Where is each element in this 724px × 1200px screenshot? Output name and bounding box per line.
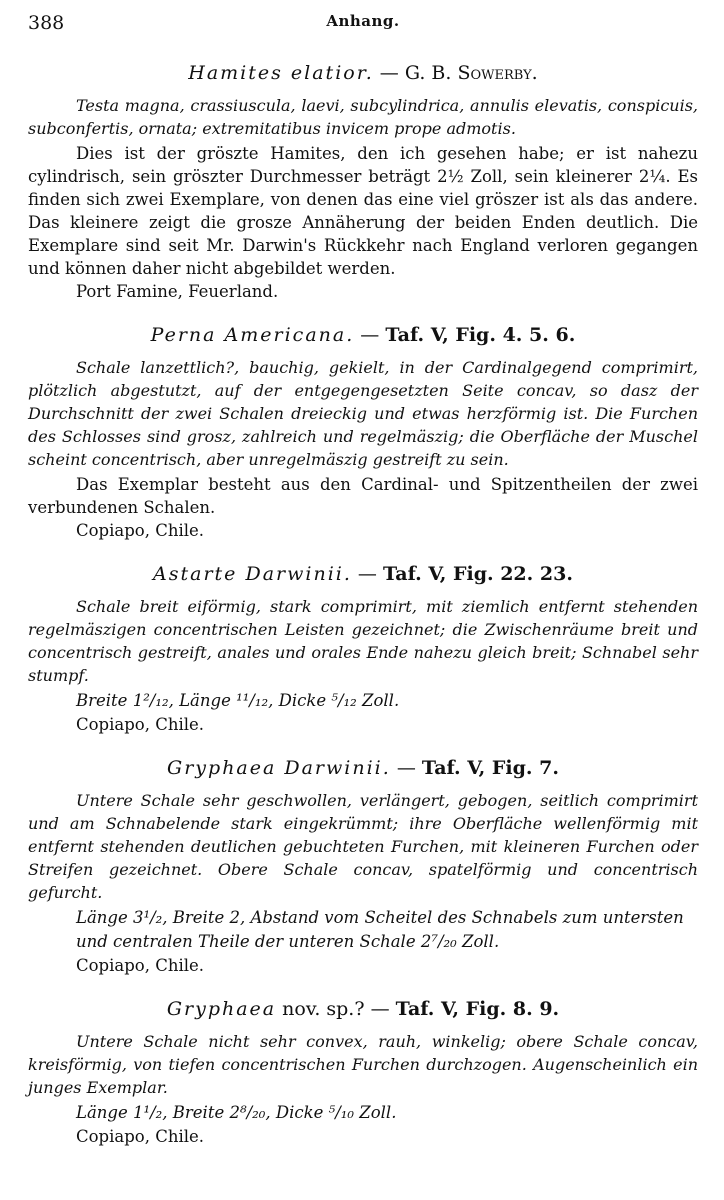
description-text: Dies ist der gröszte Hamites, den ich gesehen habe; er ist nahezu cylindrisch, sein gröszter Durchmesser beträgt 2½ Zoll, sein kleinerer 2¼. Es finden sich zwei Exemplare, von denen das eine viel gröszer ist als das andere. Das kleinere zeigt die grosze Annäherung der beiden Enden deutlich. Die Exemplare sind seit Mr. Darwin's Rückkehr nach England verloren gegangen und können daher nicht abgebildet werden. [28, 144, 698, 278]
diagnosis: Schale lanzettlich?, bauchig, gekielt, in der Cardinalgegend comprimirt, plötzlich abgestutzt, auf der entgegengesetzten Seite concav, so dasz der Durchschnitt der zwei Schalen dreieckig und etwas herzförmig ist. Die Furchen des Schlosses sind grosz, zahlreich und regelmäszig; die Oberfläche der Muschel scheint concentrisch, aber unregelmäszig gestreift zu sein. [28, 358, 698, 469]
plate-reference: Taf. V, Fig. 22. 23. [382, 563, 573, 585]
description-text: Das Exemplar besteht aus den Cardinal- und Spitzentheilen der zwei verbundenen Schalen. [28, 475, 698, 517]
measurements: Länge 1¹/₂, Breite 2⁸/₂₀, Dicke ⁵/₁₀ Zoll. [76, 1103, 397, 1122]
species-title [28, 60, 698, 86]
locality: Port Famine, Feuerland. [76, 282, 279, 301]
diagnosis: Schale breit eiförmig, stark comprimirt, mit ziemlich entfernt stehenden regelmäszigen concentrischen Leisten gezeichnet; die Zwischenräume breit und concentrisch gestreift, anales und orales Ende nahezu gleich breit; Schnabel sehr stumpf. [28, 597, 698, 685]
species-title [28, 755, 698, 781]
plate-reference: Taf. V, Fig. 8. 9. [395, 998, 560, 1020]
species-title [28, 996, 698, 1022]
species-entry-perna-americana [28, 322, 698, 543]
species-entry-gryphaea-darwinii [28, 755, 698, 978]
locality: Copiapo, Chile. [76, 715, 205, 734]
locality: Copiapo, Chile. [76, 1127, 205, 1146]
measurements: Länge 3¹/₂, Breite 2, Abstand vom Scheitel des Schnabels zum untersten und centralen Theile der unteren Schale 2⁷/₂₀ Zoll. [76, 908, 684, 951]
diagnosis: Untere Schale sehr geschwollen, verlängert, gebogen, seitlich comprimirt und am Schnabelende stark eingekrümmt; ihre Oberfläche wellenförmig mit entfernt stehenden deutlichen gebuchteten Furchen, mit kleineren Furchen oder Streifen gezeichnet. Obere Schale concav, spatelförmig und concentrisch gefurcht. [28, 791, 698, 902]
species-name: Hamites elatior. [188, 62, 374, 84]
species-entry-gryphaea-nov-sp [28, 996, 698, 1149]
title-separator: — [351, 563, 383, 585]
page-header [28, 6, 698, 42]
title-separator: — [354, 324, 386, 346]
species-entry-astarte-darwinii [28, 561, 698, 737]
title-separator: — [390, 757, 422, 779]
latin-diagnosis: Testa magna, crassiuscula, laevi, subcylindrica, annulis elevatis, conspicuis, subconfertis, ornata; extremitatibus invicem prope admotis. [28, 96, 698, 138]
running-head: Anhang. [326, 12, 400, 30]
species-name: Gryphaea Darwinii. [167, 757, 391, 779]
page-number: 388 [28, 12, 65, 34]
plate-reference: Taf. V, Fig. 4. 5. 6. [385, 324, 576, 346]
species-entry-hamites-elatior [28, 60, 698, 304]
title-separator: — [373, 62, 405, 84]
species-author: G. B. Sowerby. [404, 62, 538, 84]
species-name: Perna Americana. [150, 324, 355, 346]
species-title [28, 561, 698, 587]
title-separator: — [364, 998, 396, 1020]
species-title [28, 322, 698, 348]
locality: Copiapo, Chile. [76, 521, 205, 540]
locality: Copiapo, Chile. [76, 956, 205, 975]
measurements: Breite 1²/₁₂, Länge ¹¹/₁₂, Dicke ⁵/₁₂ Zoll. [76, 691, 400, 710]
species-name: Astarte Darwinii. [153, 563, 352, 585]
species-name-suffix: nov. sp.? [276, 998, 365, 1020]
diagnosis: Untere Schale nicht sehr convex, rauh, winkelig; obere Schale concav, kreisförmig, von tiefen concentrischen Furchen durchzogen. Augenscheinlich ein junges Exemplar. [28, 1032, 698, 1097]
species-name: Gryphaea [166, 998, 277, 1020]
plate-reference: Taf. V, Fig. 7. [421, 757, 559, 779]
